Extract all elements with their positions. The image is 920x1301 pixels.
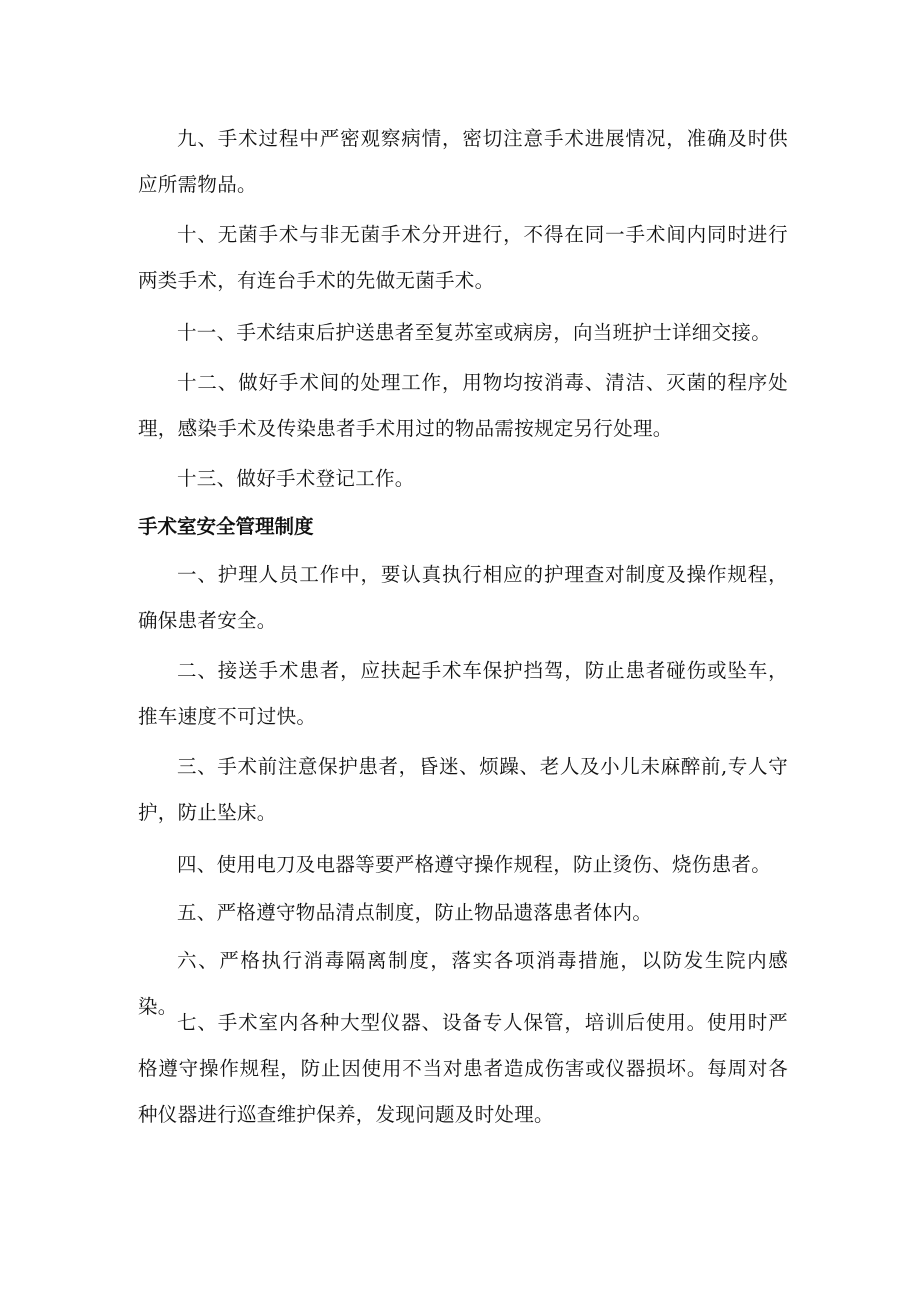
safety-rule-3: 三、手术前注意保护患者，昏迷、烦躁、老人及小儿未麻醉前,专人守护，防止坠床。 xyxy=(138,755,788,824)
paragraph-item-13: 十三、做好手术登记工作。 xyxy=(177,467,415,490)
paragraph-item-9: 九、手术过程中严密观察病情，密切注意手术进展情况，准确及时供应所需物品。 xyxy=(138,127,788,196)
paragraph-item-12: 十二、做好手术间的处理工作，用物均按消毒、清洁、灭菌的程序处理，感染手术及传染患者手术用过的物品需按规定另行处理。 xyxy=(138,371,788,440)
safety-rule-5: 五、严格遵守物品清点制度，防止物品遗落患者体内。 xyxy=(177,901,653,924)
paragraph-item-10: 十、无菌手术与非无菌手术分开进行，不得在同一手术间内同时进行两类手术，有连台手术的先做无菌手术。 xyxy=(138,223,788,292)
paragraph-item-11: 十一、手术结束后护送患者至复苏室或病房，向当班护士详细交接。 xyxy=(177,321,772,344)
safety-rule-2: 二、接送手术患者，应扶起手术车保护挡驾，防止患者碰伤或坠车，推车速度不可过快。 xyxy=(138,659,788,728)
safety-rule-6: 六、严格执行消毒隔离制度，落实各项消毒措施，以防发生院内感染。 xyxy=(138,949,788,1018)
safety-rule-1: 一、护理人员工作中，要认真执行相应的护理查对制度及操作规程，确保患者安全。 xyxy=(138,563,788,632)
section-title: 手术室安全管理制度 xyxy=(138,515,314,538)
safety-rule-4: 四、使用电刀及电器等要严格遵守操作规程，防止烫伤、烧伤患者。 xyxy=(177,853,772,876)
safety-rule-7: 七、手术室内各种大型仪器、设备专人保管，培训后使用。使用时严格遵守操作规程，防止因使用不当对患者造成伤害或仪器损坏。每周对各种仪器进行巡查维护保养，发现问题及时处理。 xyxy=(138,1011,788,1126)
